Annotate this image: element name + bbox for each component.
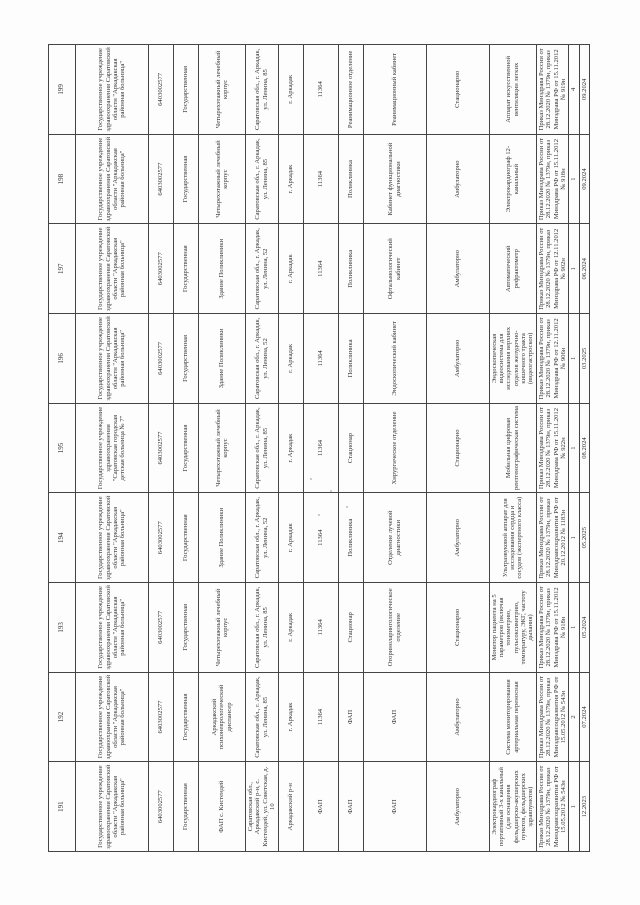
table-cell: Приказ Минздрава России от 28.12.2020 № 1379н, приказ Минздрава РФ от 15.11.2012 № 919н [536, 45, 569, 135]
table-cell: Электрокардиограф 12-канальный [489, 134, 536, 224]
table-cell: 03.2025 [579, 314, 589, 404]
table-row [76, 45, 149, 852]
table-cell: Государственное учреждение здравоохранения Саратовской области "Аркадакская районная больница" [76, 583, 149, 673]
table-cell: Монитор пациента на 5 параметров (включая тонометрию, пульсоксиметрию, температуру, ЭКГ, частоту дыхания) [489, 583, 536, 673]
table-cell: Государственное учреждение здравоохранения Саратовской области "Аркадакская районная больница" [76, 672, 149, 762]
table-cell: Стационарно [426, 583, 489, 673]
table-cell: Эндоскопическая видеосистема для исследования верхних отделов желудочно-кишечного тракта (видеогастроскоп) [489, 314, 536, 404]
table-cell: Саратовская обл., г. Аркадак, ул. Ленина, 85 [246, 583, 279, 673]
table-cell: 05.2025 [579, 493, 589, 583]
table-cell: Саратовская обл., г. Аркадак, ул. Ленина, 85 [246, 672, 279, 762]
table-cell: Здание Поликлиники [199, 314, 246, 404]
table-row [569, 45, 579, 852]
table-cell: Государственная [174, 583, 199, 673]
table-cell: Приказ Минздрава России от 28.12.2020 № 1379н, приказ Минздравсоцразвития РФ от 15.05.2012 № 543н [536, 762, 569, 852]
table-row [246, 45, 279, 852]
table-row [489, 45, 536, 852]
table-cell: Приказ Минздрава России от 28.12.2020 № 1379н, приказ Минздрава РФ от 15.11.2012 № 918н [536, 134, 569, 224]
table-cell: 11364 [303, 493, 338, 583]
table-cell: ФАП [363, 762, 426, 852]
column-number-cell: 193 [49, 583, 76, 673]
table-cell: Мобильная цифровая рентгенографическая система [489, 403, 536, 493]
table-cell: Саратовская обл., г. Аркадак, ул. Ленина, 52 [246, 314, 279, 404]
table-cell: Амбулаторно [426, 762, 489, 852]
table-cell: г. Аркадак [278, 314, 303, 404]
table-cell: Приказ Минздрава России от 28.12.2020 № 1379н, приказ Минздрава РФ от 15.11.2012 № 918н [536, 583, 569, 673]
table-cell: 1 [569, 762, 579, 852]
table-cell: ФАП [363, 672, 426, 762]
table-cell: 06.2024 [579, 224, 589, 314]
table-cell: 11364 [303, 45, 338, 135]
table-cell: Офтальмологический кабинет [363, 224, 426, 314]
table-cell: Четырехэтажный лечебный корпус [199, 45, 246, 135]
table-cell: 09.2024 [579, 45, 589, 135]
table-cell: 6403002577 [149, 45, 174, 135]
column-number-cell: 197 [49, 224, 76, 314]
speck [318, 514, 320, 516]
table-cell: Здание Поликлиники [199, 493, 246, 583]
table-cell: ФАП [338, 672, 363, 762]
table-cell: Электрокардиограф портативный 3-х канальный (для оснащения фельдшерско-акушерских пунктов, фельдшерских здравпунктов) [489, 762, 536, 852]
rotated-table-container [48, 44, 588, 852]
table-cell: 09.2024 [579, 134, 589, 224]
column-number-cell: 195 [49, 403, 76, 493]
table-cell: Приказ Минздрава России от 28.12.2020 № 1379н, приказ Минздрава РФ от 15.11.2012 № 922н [536, 403, 569, 493]
table-cell: 6403002577 [149, 134, 174, 224]
table-cell: Государственная [174, 762, 199, 852]
table-cell: 4 [569, 45, 579, 135]
table-row [278, 45, 303, 852]
table-cell: Амбулаторно [426, 493, 489, 583]
equipment-table-body [49, 45, 590, 852]
table-cell: 11364 [303, 134, 338, 224]
table-cell: Саратовская обл., г. Аркадак, ул. Ленина, 85 [246, 403, 279, 493]
table-cell: 05.2024 [579, 583, 589, 673]
table-cell: 6403002577 [149, 672, 174, 762]
table-cell: Хирургическое отделение [363, 403, 426, 493]
table-cell: 6403002577 [149, 403, 174, 493]
table-cell: Реанимационное отделение [338, 45, 363, 135]
table-cell: 11364 [303, 672, 338, 762]
table-cell: Государственное учреждение здравоохранения Саратовской области "Аркадакская районная больница" [76, 224, 149, 314]
table-cell: г. Аркадак [278, 672, 303, 762]
table-cell: Четырехэтажный лечебный корпус [199, 583, 246, 673]
table-cell: Государственная [174, 314, 199, 404]
table-cell: 1 [569, 403, 579, 493]
table-cell: 11364 [303, 583, 338, 673]
table-cell: 11364 [303, 314, 338, 404]
speck [346, 506, 348, 508]
table-cell: Государственное учреждение здравоохранения Саратовской области "Аркадакская районная больница" [76, 493, 149, 583]
table-cell: Саратовская обл., г. Аркадак, ул. Ленина, 85 [246, 45, 279, 135]
table-cell: Кабинет функциональной диагностики [363, 134, 426, 224]
table-cell: Приказ Минздрава России от 28.12.2020 № 1379н, приказ Минздрава РФ от 12.11.2012 № 906н [536, 314, 569, 404]
table-cell: Поликлиника [338, 314, 363, 404]
table-cell: Эндоскопический кабинет [363, 314, 426, 404]
table-cell: г. Аркадак [278, 134, 303, 224]
table-cell: Стационарно [426, 45, 489, 135]
table-cell: 6403002577 [149, 493, 174, 583]
table-cell: г. Аркадак [278, 224, 303, 314]
table-cell: Амбулаторно [426, 224, 489, 314]
table-row [426, 45, 489, 852]
table-cell: Поликлиника [338, 493, 363, 583]
speck [310, 478, 312, 480]
table-cell: Амбулаторно [426, 672, 489, 762]
table-cell: Оториноларингологическое отделение [363, 583, 426, 673]
table-cell: 1 [569, 134, 579, 224]
table-cell: Реанимационный кабинет [363, 45, 426, 135]
table-row [363, 45, 426, 852]
table-cell: Государственное учреждение здравоохранения Саратовской области "Аркадакская районная больница" [76, 134, 149, 224]
table-cell: г. Аркадак [278, 493, 303, 583]
table-row [338, 45, 363, 852]
table-cell: Стационар [338, 583, 363, 673]
table-cell: Поликлиника [338, 134, 363, 224]
table-cell: Государственное учреждение здравоохранения Саратовской области "Аркадакская районная больница" [76, 762, 149, 852]
table-cell: Саратовская обл., г. Аркадак, ул. Ленина, 52 [246, 224, 279, 314]
table-cell: 2 [569, 672, 579, 762]
table-cell: 6403002577 [149, 224, 174, 314]
column-number-cell: 192 [49, 672, 76, 762]
column-number-cell: 196 [49, 314, 76, 404]
table-cell: Амбулаторно [426, 314, 489, 404]
table-cell: 11364 [303, 224, 338, 314]
table-cell: Аркадакский р-н [278, 762, 303, 852]
table-cell: 1 [569, 583, 579, 673]
table-cell: г. Аркадак [278, 583, 303, 673]
table-row [149, 45, 174, 852]
table-row [579, 45, 589, 852]
table-cell: Государственная [174, 45, 199, 135]
header-row [49, 45, 76, 852]
table-cell: ФАП [303, 762, 338, 852]
table-cell: Поликлиника [338, 224, 363, 314]
column-number-cell: 191 [49, 762, 76, 852]
table-cell: Приказ Минздрава России от 28.12.2020 № 1379н, приказ Минздрава РФ от 12.11.2012 № 902н [536, 224, 569, 314]
table-cell: Государственная [174, 672, 199, 762]
table-cell: Государственная [174, 224, 199, 314]
table-cell: 12.2023 [579, 762, 589, 852]
table-cell: 11364 [303, 403, 338, 493]
table-cell: Государственная [174, 493, 199, 583]
table-cell: г. Аркадак [278, 403, 303, 493]
table-cell: Саратовская обл., Аркадакский р-н, с. Кистендей, ул. Советская, д. 10 [246, 762, 279, 852]
column-number-cell: 199 [49, 45, 76, 135]
table-cell: Государственное учреждение здравоохранения Саратовской области "Аркадакская районная больница" [76, 45, 149, 135]
table-cell: Саратовская обл., г. Аркадак, ул. Ленина, 85 [246, 134, 279, 224]
table-cell: Амбулаторно [426, 134, 489, 224]
table-cell: 08.2024 [579, 403, 589, 493]
table-cell: Стационарно [426, 403, 489, 493]
table-cell: 1 [569, 493, 579, 583]
table-cell: Аппарат искусственной вентиляции легких [489, 45, 536, 135]
equipment-table [48, 44, 590, 852]
table-cell: Государственное учреждение здравоохранения Саратовской области "Аркадакская районная больница" [76, 314, 149, 404]
table-cell: Государственная [174, 403, 199, 493]
table-cell: ФАП с. Кистендей [199, 762, 246, 852]
table-cell: Стационар [338, 403, 363, 493]
table-row [303, 45, 338, 852]
table-row [536, 45, 569, 852]
table-cell: 1 [569, 314, 579, 404]
table-row [174, 45, 199, 852]
table-cell: Государственная [174, 134, 199, 224]
table-cell: Четырехэтажный лечебный корпус [199, 134, 246, 224]
speck [330, 490, 332, 492]
column-number-cell: 198 [49, 134, 76, 224]
table-cell: 6403002577 [149, 583, 174, 673]
table-cell: 6403002577 [149, 762, 174, 852]
table-cell: Четырехэтажный лечебный корпус [199, 403, 246, 493]
scan-specks [300, 470, 360, 530]
table-row [199, 45, 246, 852]
table-cell: 6403002577 [149, 314, 174, 404]
table-cell: 07.2024 [579, 672, 589, 762]
table-cell: Приказ Минздрава России от 28.12.2020 № 1379н, приказ Минздравсоцразвития РФ от 15.05.2012 № 543н [536, 672, 569, 762]
table-cell: Приказ Минздрава России от 28.12.2020 № 1379н, приказ Минздравсоцразвития РФ от 20.12.2012 № 1183н [536, 493, 569, 583]
table-cell: г. Аркадак [278, 45, 303, 135]
table-cell: Государственное учреждение здравоохранения "Саратовская городская детская больница № 7" [76, 403, 149, 493]
table-cell: ФАП [338, 762, 363, 852]
table-cell: Отделение лучевой диагностики [363, 493, 426, 583]
column-number-cell: 194 [49, 493, 76, 583]
table-cell: Здание Поликлиники [199, 224, 246, 314]
table-cell: Аркадакский психоневрологический диспансер [199, 672, 246, 762]
table-cell: 1 [569, 224, 579, 314]
table-cell: Ультразвуковой аппарат для исследования сердца и сосудов (экспертного класса) [489, 493, 536, 583]
table-cell: Автоматический рефрактометр [489, 224, 536, 314]
table-cell: Саратовская обл., г. Аркадак, ул. Ленина, 52 [246, 493, 279, 583]
table-cell: Система мониторирования артериальная переносная [489, 672, 536, 762]
